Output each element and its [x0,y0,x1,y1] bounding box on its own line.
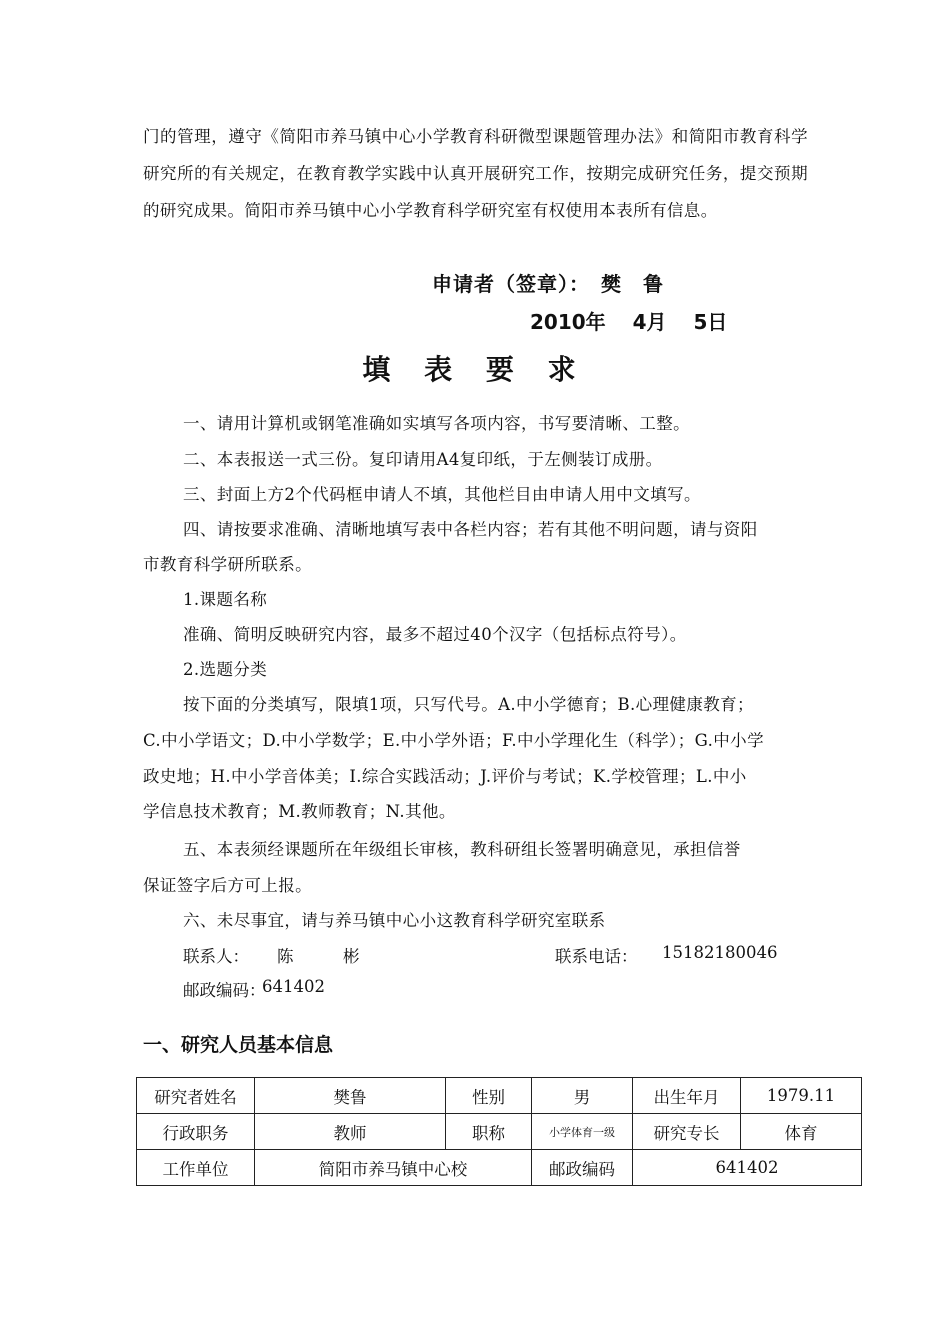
table-cell: 研究者姓名 [137,1078,255,1114]
contact-person-name: 陈 彬 [277,947,360,966]
signature-name: 樊 鲁 [601,272,664,296]
subitem-2-title: 2.选题分类 [183,660,268,679]
signature-date: 2010年 4月 5日 [530,310,728,334]
requirement-item-2: 二、本表报送一式三份。复印请用A4复印纸，于左侧装订成册。 [183,450,663,469]
contact-phone-label: 联系电话： [555,947,638,966]
table-cell: 职称 [446,1114,532,1150]
subitem-2-line-4: 学信息技术教育；M.教师教育；N.其他。 [143,802,456,821]
subitem-1-title: 1.课题名称 [183,590,268,609]
table-cell: 男 [532,1078,633,1114]
requirement-item-1: 一、请用计算机或钢笔准确如实填写各项内容，书写要清晰、工整。 [183,414,690,433]
section-title: 一、研究人员基本信息 [143,1034,334,1056]
requirement-item-5-line-2: 保证签字后方可上报。 [143,876,312,895]
table-cell: 简阳市养马镇中心校 [255,1150,532,1186]
requirement-item-5-line-1: 五、本表须经课题所在年级组长审核，教科研组长签署明确意见，承担信誉 [183,840,741,859]
table-cell: 体育 [741,1114,862,1150]
table-cell: 性别 [446,1078,532,1114]
requirements-title: 填 表 要 求 [362,353,588,386]
requirement-item-3: 三、封面上方2个代码框申请人不填，其他栏目由申请人用中文填写。 [183,485,701,504]
table-cell: 研究专长 [633,1114,741,1150]
intro-paragraph: 门的管理，遵守《简阳市养马镇中心小学教育科研微型课题管理办法》和简阳市教育科学研究所的有关规定，在教育教学实践中认真开展研究工作，按期完成研究任务，提交预期的研究成果。简阳市养马镇中心小学教育科学研究室有权使用本表所有信息。 [143,127,808,220]
table-cell: 641402 [633,1150,862,1186]
table-row [137,1114,862,1150]
table-cell: 1979.11 [741,1078,862,1114]
researcher-info-table [136,1077,862,1186]
applicant-signature [432,268,664,297]
table-cell: 樊鲁 [255,1078,446,1114]
table-cell: 工作单位 [137,1150,255,1186]
subitem-1-text: 准确、简明反映研究内容，最多不超过40个汉字（包括标点符号）。 [183,625,687,644]
subitem-2-line-1: 按下面的分类填写，限填1项，只写代号。A.中小学德育；B.心理健康教育； [183,695,754,714]
table-cell: 教师 [255,1114,446,1150]
postcode-value: 641402 [262,977,325,996]
table-cell: 小学体育一级 [532,1114,633,1150]
table-cell: 出生年月 [633,1078,741,1114]
table-row [137,1078,862,1114]
postcode-label: 邮政编码： [183,981,266,1000]
contact-person-label: 联系人： [183,947,249,966]
subitem-2-line-3: 政史地；H.中小学音体美；I.综合实践活动；J.评价与考试；K.学校管理；L.中小 [143,767,747,786]
requirement-item-4-line-2: 市教育科学研所联系。 [143,555,312,574]
requirement-item-4-line-1: 四、请按要求准确、清晰地填写表中各栏内容；若有其他不明问题，请与资阳 [183,520,758,539]
contact-phone: 15182180046 [662,943,778,962]
table-cell: 行政职务 [137,1114,255,1150]
table-row [137,1150,862,1186]
signature-label: 申请者（签章）： [432,272,580,296]
requirement-item-6: 六、未尽事宜，请与养马镇中心小这教育科学研究室联系 [183,911,606,930]
subitem-2-line-2: C.中小学语文；D.中小学数学；E.中小学外语；F.中小学理化生（科学）；G.中小学 [143,731,764,750]
table-cell: 邮政编码 [532,1150,633,1186]
